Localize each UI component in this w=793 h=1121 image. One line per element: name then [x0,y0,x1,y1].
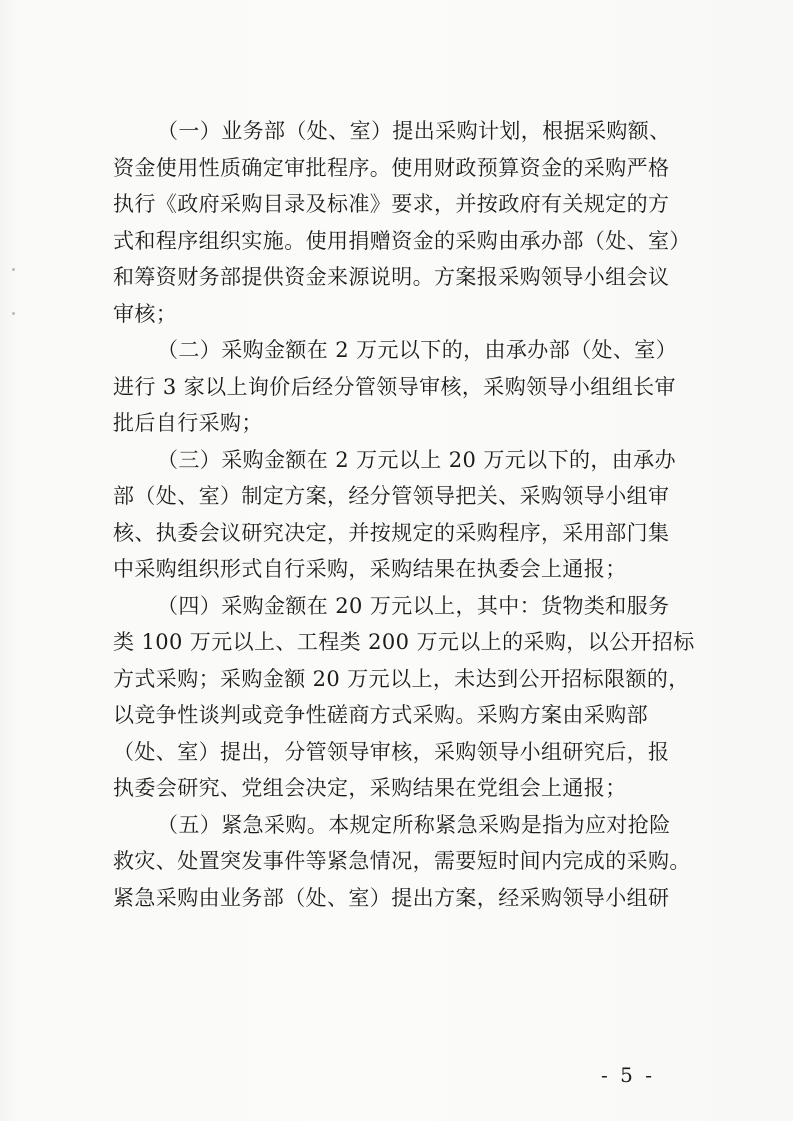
text-line: （三）采购金额在 2 万元以上 20 万元以下的，由承办 [157,447,676,472]
text-line: （四）采购金额在 20 万元以上，其中：货物类和服务 [157,593,670,618]
text-line: 执行《政府采购目录及标准》要求，并按政府有关规定的方 [113,192,670,216]
text-line: （处、室）提出，分管领导审核，采购领导小组研究后，报 [113,739,670,764]
paragraph-2 [113,332,698,442]
text-line: 以竞争性谈判或竞争性磋商方式采购。采购方案由采购部 [113,703,648,727]
text-line: （一）业务部（处、室）提出采购计划，根据采购额、 [157,119,671,143]
paragraph-3 [113,442,698,588]
paragraph-1 [113,113,698,332]
document-body [113,113,698,916]
text-line: 部（处、室）制定方案，经分管领导把关、采购领导小组审 [113,484,670,508]
text-line: 和筹资财务部提供资金来源说明。方案报采购领导小组会议 [113,265,670,289]
paragraph-4 [113,588,698,807]
paragraph-5 [113,807,698,917]
text-line: 中采购组织形式自行采购，采购结果在执委会上通报； [113,557,627,581]
binding-hole-mark [12,268,15,271]
text-line: 式和程序组织实施。使用捐赠资金的采购由承办部（处、室） [113,228,691,253]
text-line: 进行 3 家以上询价后经分管领导审核，采购领导小组组长审 [113,374,676,399]
text-line: 审核； [113,301,178,326]
text-line: 核、执委会议研究决定，并按规定的采购程序，采用部门集 [113,520,670,545]
text-line: 救灾、处置突发事件等紧急情况，需要短时间内完成的采购。 [113,849,691,873]
text-line: 类 100 万元以上、工程类 200 万元以上的采购，以公开招标 [113,630,695,654]
text-line: 紧急采购由业务部（处、室）提出方案，经采购领导小组研 [113,885,670,910]
text-line: 批后自行采购； [113,411,263,435]
text-line: 执委会研究、党组会决定，采购结果在党组会上通报； [113,776,627,800]
text-line: （二）采购金额在 2 万元以下的，由承办部（处、室） [157,338,678,362]
page-number: - 5 - [601,1063,655,1087]
text-line: 方式采购；采购金额 20 万元以上，未达到公开招标限额的， [113,666,690,691]
binding-hole-mark [12,312,15,315]
text-line: （五）紧急采购。本规定所称紧急采购是指为应对抢险 [157,812,671,837]
text-line: 资金使用性质确定审批程序。使用财政预算资金的采购严格 [113,155,670,180]
